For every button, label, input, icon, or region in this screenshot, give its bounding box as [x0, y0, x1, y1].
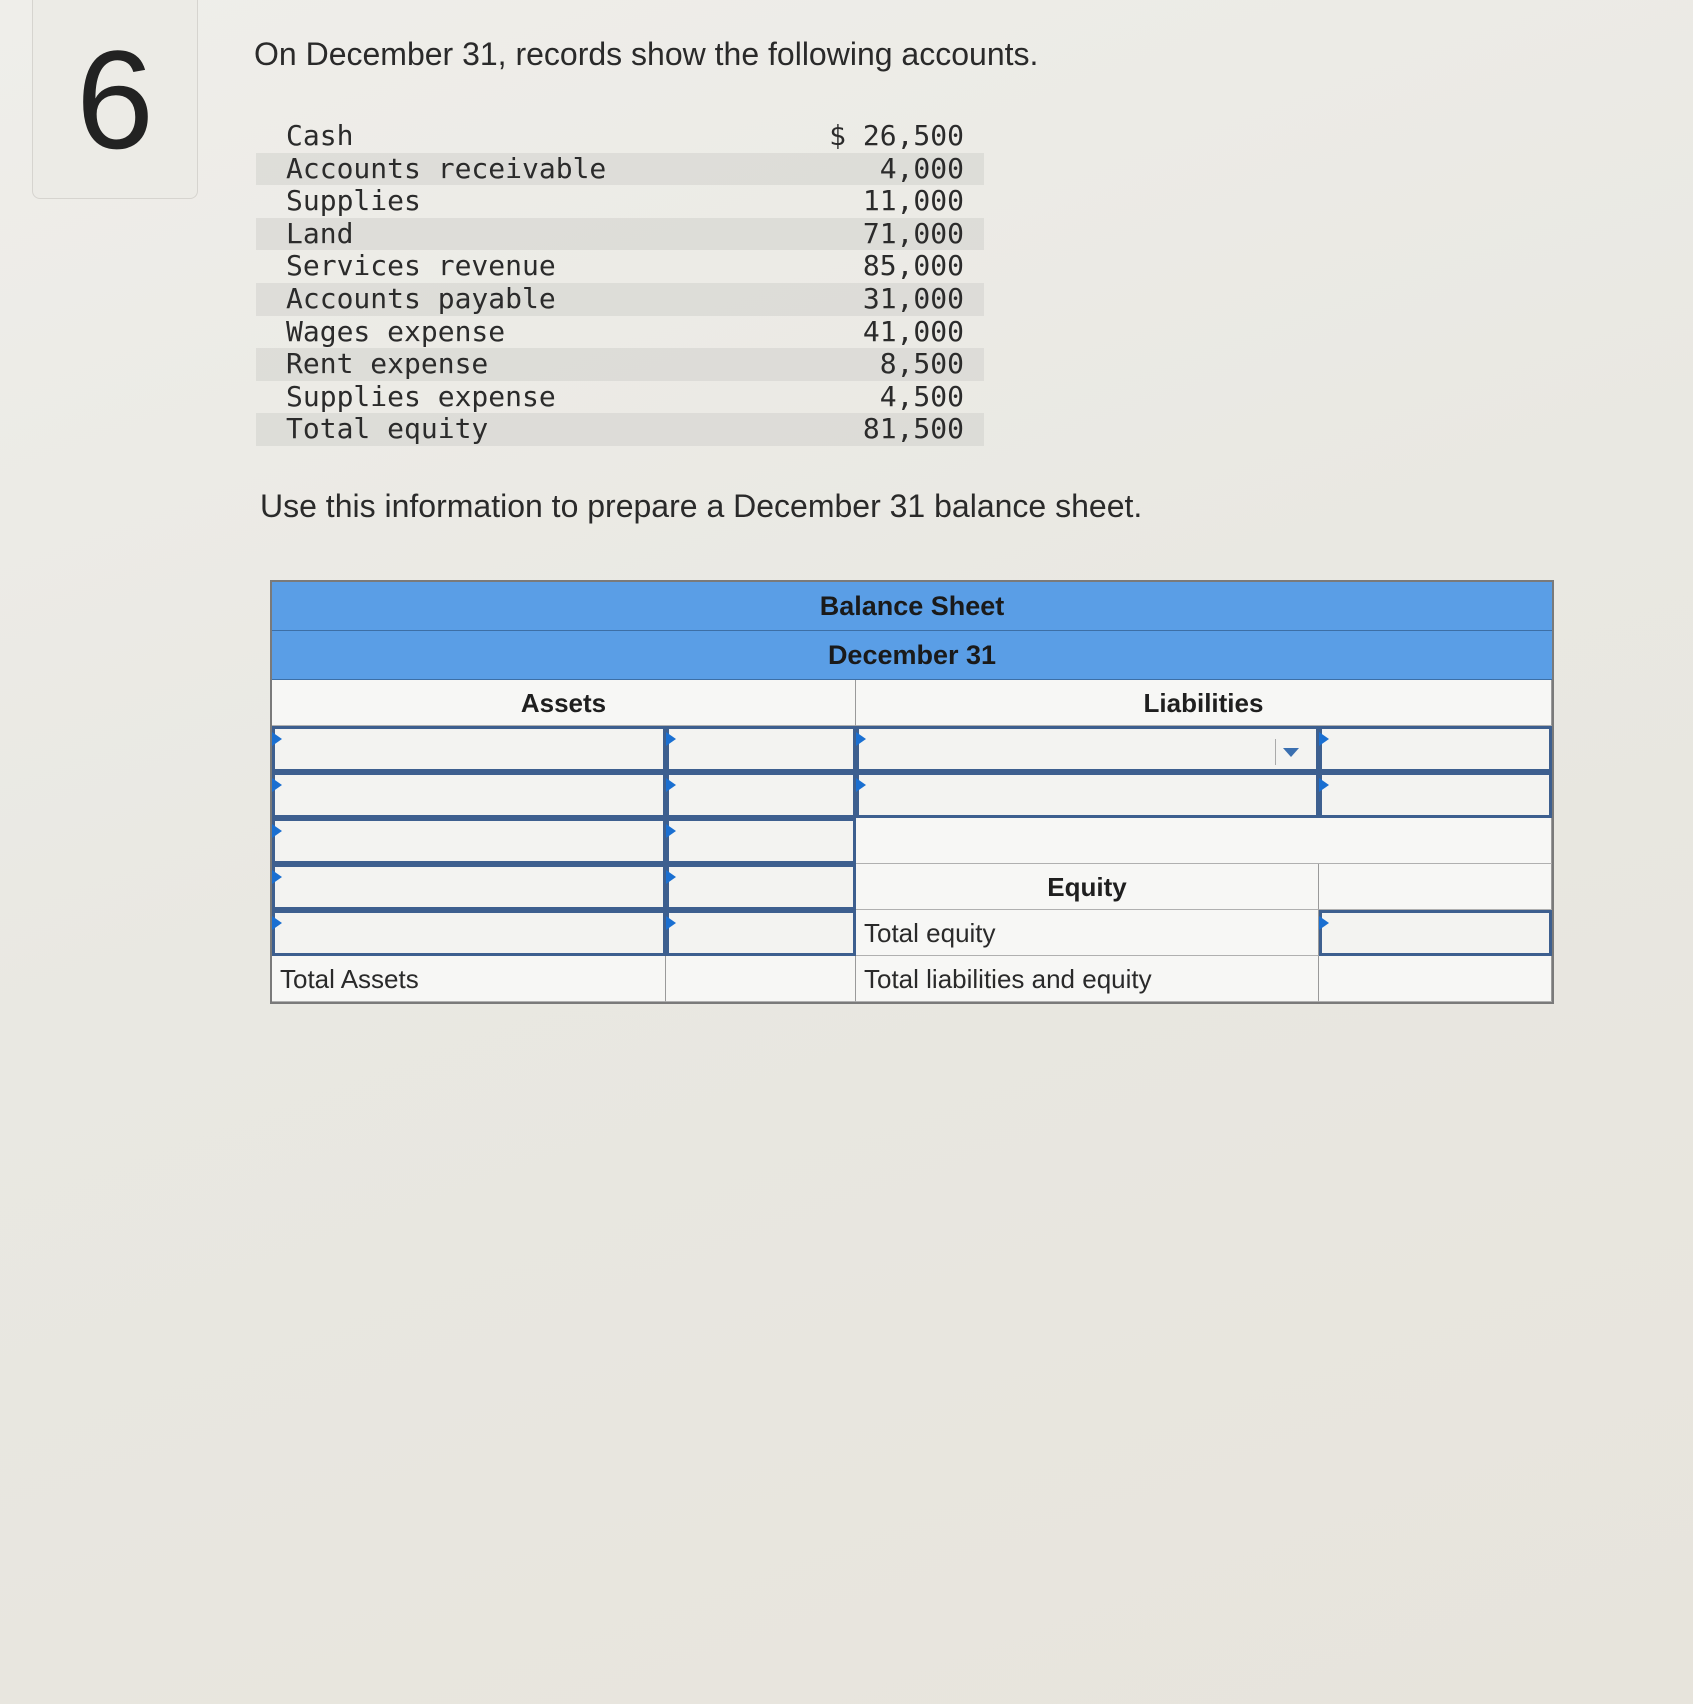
- balance-sheet-form: [270, 580, 1554, 1004]
- total-assets-label: Total Assets: [272, 956, 666, 1002]
- account-amount: 81,500: [862, 412, 964, 446]
- account-name: Wages expense: [286, 314, 506, 348]
- account-name: Rent expense: [286, 347, 489, 381]
- balance-sheet-title: Balance Sheet: [272, 582, 1552, 631]
- account-row: [256, 316, 984, 349]
- total-equity-input[interactable]: [1319, 910, 1552, 956]
- balance-sheet-date: December 31: [272, 631, 1552, 680]
- chevron-down-icon[interactable]: [1275, 739, 1304, 765]
- account-name: Total equity: [286, 412, 489, 446]
- asset-amount-input[interactable]: [666, 772, 856, 818]
- question-number: 6: [76, 21, 154, 178]
- asset-amount-input[interactable]: [666, 726, 856, 772]
- total-liabilities-equity-value: [1319, 956, 1552, 1002]
- total-assets-value: [666, 956, 856, 1002]
- equity-header: Equity: [856, 864, 1319, 910]
- account-row: [256, 153, 984, 186]
- blank-cell: [856, 818, 1552, 864]
- liability-account-dropdown[interactable]: [856, 726, 1319, 772]
- account-name: Cash: [286, 119, 354, 152]
- asset-account-input[interactable]: [272, 910, 666, 956]
- account-amount: 4,500: [879, 379, 964, 413]
- question-instruction: Use this information to prepare a December 31 balance sheet.: [260, 488, 1143, 524]
- asset-amount-input[interactable]: [666, 818, 856, 864]
- total-liabilities-equity-label: Total liabilities and equity: [856, 956, 1319, 1002]
- blank-cell: [1319, 864, 1552, 910]
- account-amount: 11,000: [862, 184, 964, 218]
- account-name: Supplies: [286, 184, 421, 218]
- total-equity-label: Total equity: [856, 910, 1319, 956]
- account-row: [256, 120, 984, 153]
- asset-account-input[interactable]: [272, 818, 666, 864]
- liability-amount-input[interactable]: [1319, 726, 1552, 772]
- account-amount: 8,500: [879, 347, 964, 381]
- account-name: Supplies expense: [286, 379, 556, 413]
- account-row: [256, 218, 984, 251]
- account-name: Services revenue: [286, 249, 556, 283]
- balance-sheet-grid: [272, 680, 1552, 1002]
- assets-header: Assets: [272, 680, 856, 726]
- asset-amount-input[interactable]: [666, 910, 856, 956]
- question-prompt: On December 31, records show the following accounts.: [254, 36, 1039, 72]
- account-name: Accounts receivable: [286, 151, 607, 185]
- liability-amount-input[interactable]: [1319, 772, 1552, 818]
- account-row: [256, 250, 984, 283]
- account-amount: 85,000: [862, 249, 964, 283]
- account-row: [256, 283, 984, 316]
- account-amount: 71,000: [862, 216, 964, 250]
- account-name: Land: [286, 216, 354, 250]
- account-amount: 4,000: [879, 151, 964, 185]
- account-name: Accounts payable: [286, 281, 556, 315]
- asset-amount-input[interactable]: [666, 864, 856, 910]
- asset-account-input[interactable]: [272, 772, 666, 818]
- account-amount: 31,000: [862, 281, 964, 315]
- question-number-box: [32, 0, 198, 199]
- liabilities-header: Liabilities: [856, 680, 1552, 726]
- account-row: [256, 413, 984, 446]
- asset-account-input[interactable]: [272, 864, 666, 910]
- accounts-list: [256, 120, 984, 446]
- asset-account-input[interactable]: [272, 726, 666, 772]
- account-row: [256, 381, 984, 414]
- account-amount: 41,000: [862, 314, 964, 348]
- account-row: [256, 348, 984, 381]
- liability-account-input[interactable]: [856, 772, 1319, 818]
- account-row: [256, 185, 984, 218]
- account-amount: $ 26,500: [829, 119, 964, 152]
